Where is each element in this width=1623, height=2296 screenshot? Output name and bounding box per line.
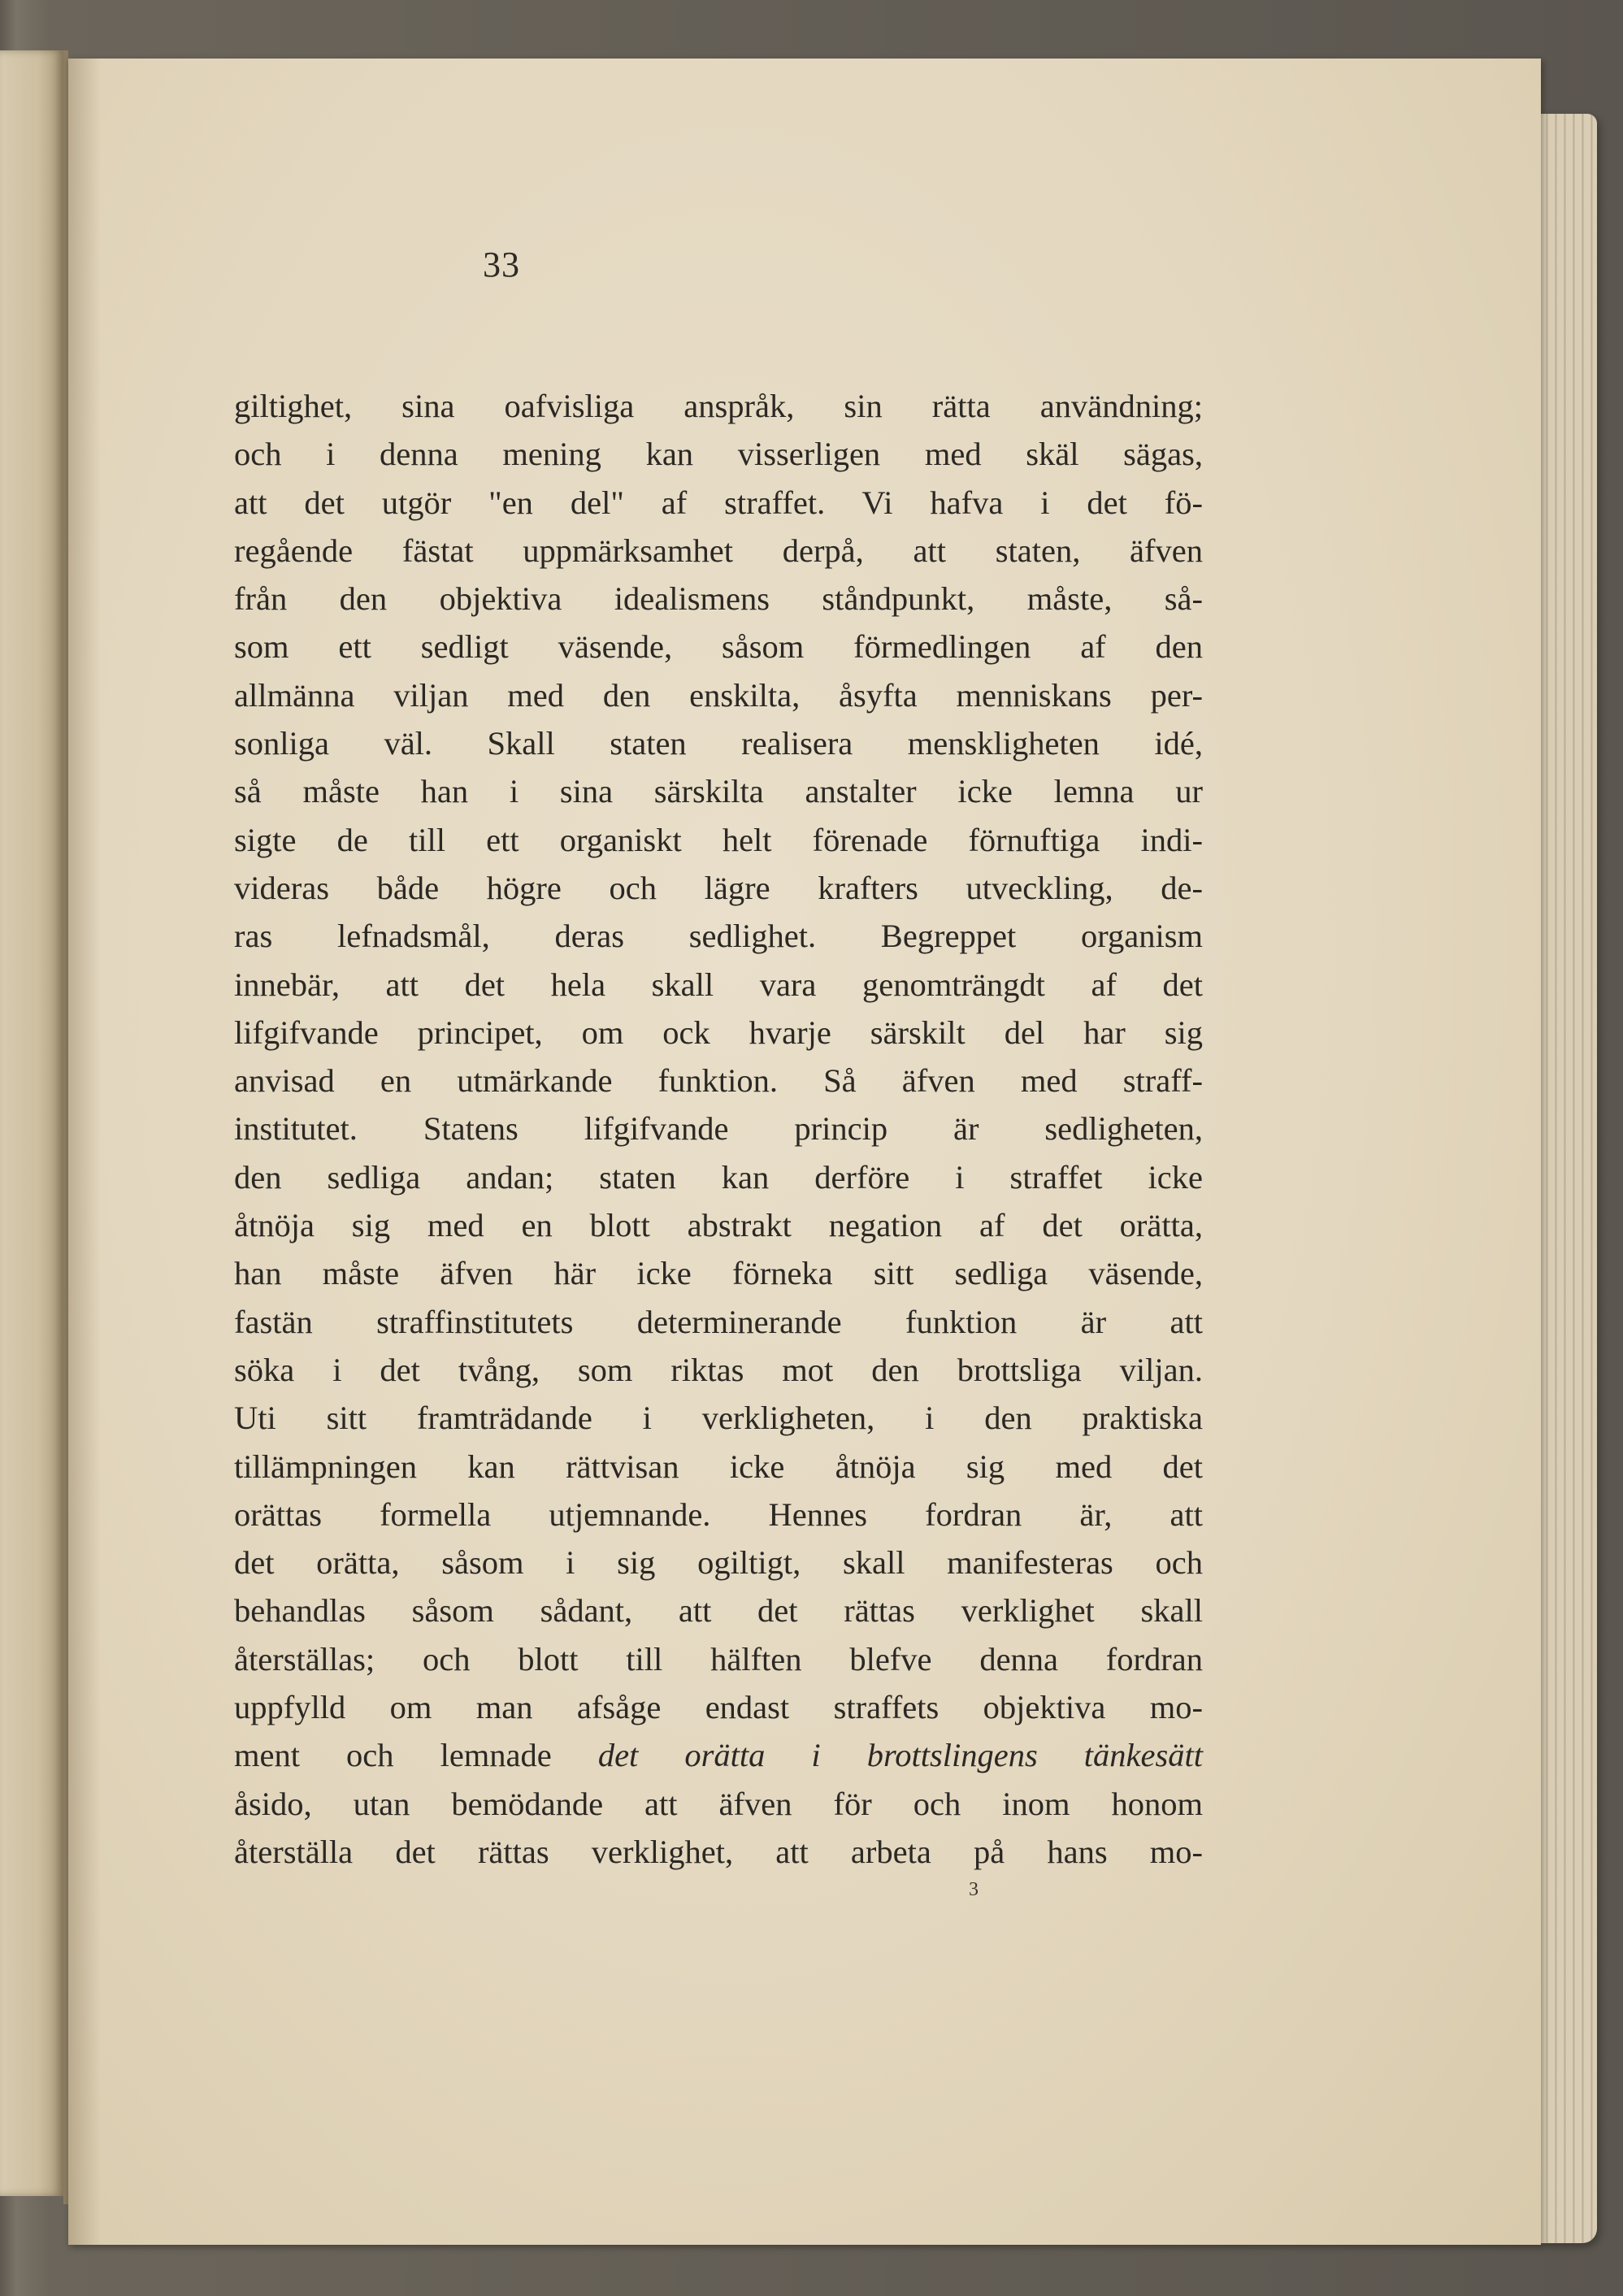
text-line: det orätta, såsom i sig ogiltigt, skall manifesteras och bbox=[234, 1544, 1203, 1582]
text-line: sigte de till ett organiskt helt förenade förnuftiga indi- bbox=[234, 821, 1203, 858]
page-edges bbox=[1540, 114, 1597, 2243]
text-line: videras både högre och lägre krafters utveckling, de- bbox=[234, 869, 1203, 906]
text-line: sonliga väl. Skall staten realisera menskligheten idé, bbox=[234, 725, 1203, 762]
text-line: och i denna mening kan visserligen med skäl sägas, bbox=[234, 436, 1203, 473]
text-line: orättas formella utjemnande. Hennes fordran är, att bbox=[234, 1495, 1203, 1533]
text-line: från den objektiva idealismens ståndpunkt, måste, så- bbox=[234, 580, 1203, 618]
text-line-with-italic bbox=[234, 1731, 1203, 1779]
text-line: institutet. Statens lifgifvande princip är sedligheten, bbox=[234, 1110, 1203, 1148]
text-run: ment och lemnade bbox=[234, 1737, 598, 1774]
text-line: uppfylld om man afsåge endast straffets objektiva mo- bbox=[234, 1689, 1203, 1726]
text-line: ras lefnadsmål, deras sedlighet. Begreppet organism bbox=[234, 918, 1203, 955]
text-line: innebär, att det hela skall vara genomträngdt af det bbox=[234, 966, 1203, 1003]
left-facing-page bbox=[0, 50, 63, 2196]
text-line: åtnöja sig med en blott abstrakt negation af det orätta, bbox=[234, 1207, 1203, 1244]
page-number: 33 bbox=[483, 245, 520, 284]
body-text bbox=[234, 382, 1203, 1876]
text-line: behandlas såsom sådant, att det rättas verklighet skall bbox=[234, 1592, 1203, 1630]
text-line: att det utgör "en del" af straffet. Vi hafva i det fö- bbox=[234, 484, 1203, 521]
text-line: söka i det tvång, som riktas mot den brottsliga viljan. bbox=[234, 1351, 1203, 1388]
text-line: anvisad en utmärkande funktion. Så äfven med straff- bbox=[234, 1062, 1203, 1100]
text-line: regående fästat uppmärksamhet derpå, att staten, äfven bbox=[234, 532, 1203, 569]
italic-emphasis: det orätta i brottslingens tänkesätt bbox=[597, 1737, 1204, 1774]
text-line: giltighet, sina oafvisliga anspråk, sin rätta användning; bbox=[234, 388, 1203, 424]
text-line: Uti sitt framträdande i verkligheten, i den praktiska bbox=[234, 1400, 1203, 1437]
signature-mark: 3 bbox=[969, 1879, 979, 1900]
text-line: fastän straffinstitutets determinerande funktion är att bbox=[234, 1303, 1203, 1340]
text-line: så måste han i sina särskilta anstalter icke lemna ur bbox=[234, 773, 1203, 810]
text-line: han måste äfven här icke förneka sitt sedliga väsende, bbox=[234, 1255, 1203, 1292]
text-line: tillämpningen kan rättvisan icke åtnöja sig med det bbox=[234, 1447, 1203, 1485]
text-line: den sedliga andan; staten kan derföre i straffet icke bbox=[234, 1158, 1203, 1196]
text-line: återställa det rättas verklighet, att arbeta på hans mo- bbox=[234, 1833, 1203, 1870]
text-line: återställas; och blott till hälften blefve denna fordran bbox=[234, 1640, 1203, 1678]
text-line: åsido, utan bemödande att äfven för och inom honom bbox=[234, 1785, 1203, 1822]
text-line: allmänna viljan med den enskilta, åsyfta menniskans per- bbox=[234, 676, 1203, 714]
text-line: som ett sedligt väsende, såsom förmedlingen af den bbox=[234, 628, 1203, 666]
book-page bbox=[68, 59, 1541, 2245]
text-line: lifgifvande principet, om ock hvarje särskilt del har sig bbox=[234, 1013, 1203, 1051]
